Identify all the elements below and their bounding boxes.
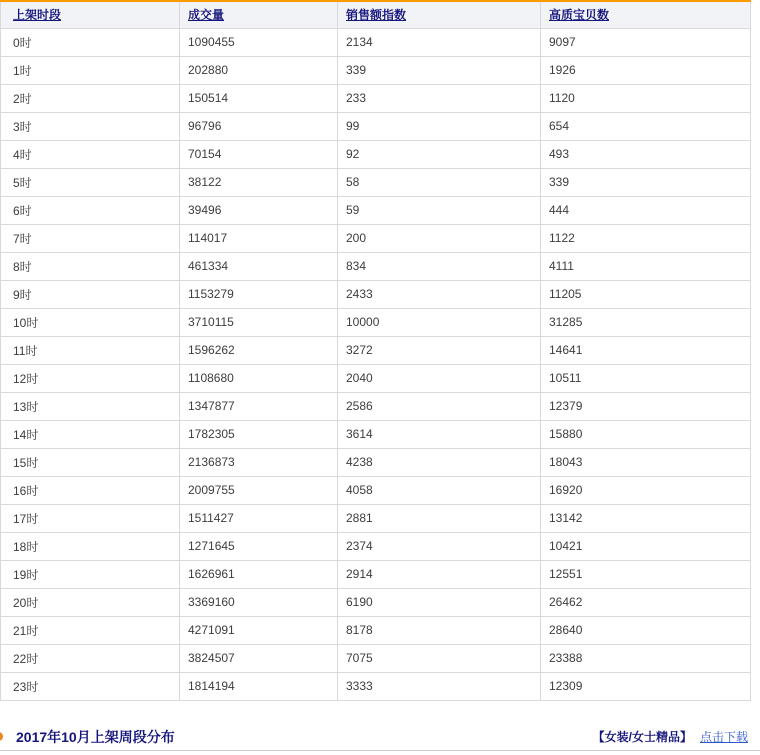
table-cell: 15880 [541,420,751,448]
column-header-quality-items[interactable] [541,1,751,28]
table-cell: 3369160 [180,588,338,616]
table-row [1,112,751,140]
table-cell: 150514 [180,84,338,112]
table-row [1,336,751,364]
table-row [1,588,751,616]
table-cell: 16时 [1,476,180,504]
column-header-label[interactable]: 销售额指数 [346,8,407,23]
table-cell: 38122 [180,168,338,196]
table-cell: 1090455 [180,28,338,56]
table-cell: 96796 [180,112,338,140]
table-cell: 23时 [1,672,180,700]
table-cell: 200 [338,224,541,252]
column-header-time-slot[interactable] [1,1,180,28]
table-cell: 59 [338,196,541,224]
section-heading [0,727,175,747]
table-cell: 202880 [180,56,338,84]
table-cell: 7时 [1,224,180,252]
table-cell: 20时 [1,588,180,616]
table-cell: 11205 [541,280,751,308]
table-cell: 99 [338,112,541,140]
table-cell: 10时 [1,308,180,336]
table-cell: 3824507 [180,644,338,672]
table-cell: 6190 [338,588,541,616]
table-cell: 0时 [1,28,180,56]
table-cell: 4时 [1,140,180,168]
table-cell: 10000 [338,308,541,336]
table-row [1,252,751,280]
table-cell: 2136873 [180,448,338,476]
footer-bar [0,724,760,751]
table-cell: 1626961 [180,560,338,588]
table-cell: 114017 [180,224,338,252]
table-cell: 2040 [338,364,541,392]
table-row [1,560,751,588]
table-row [1,168,751,196]
table-cell: 14641 [541,336,751,364]
table-cell: 3272 [338,336,541,364]
table-cell: 92 [338,140,541,168]
table-cell: 339 [541,168,751,196]
table-cell: 493 [541,140,751,168]
table-cell: 3333 [338,672,541,700]
table-cell: 4238 [338,448,541,476]
table-cell: 461334 [180,252,338,280]
table-cell: 1108680 [180,364,338,392]
table-cell: 654 [541,112,751,140]
table-cell: 21时 [1,616,180,644]
table-row [1,672,751,700]
table-cell: 28640 [541,616,751,644]
table-row [1,644,751,672]
table-cell: 4111 [541,252,751,280]
table-cell: 39496 [180,196,338,224]
table-cell: 834 [338,252,541,280]
table-cell: 9时 [1,280,180,308]
table-cell: 13时 [1,392,180,420]
table-cell: 2134 [338,28,541,56]
table-cell: 1153279 [180,280,338,308]
table-row [1,476,751,504]
table-header [1,1,751,28]
table-cell: 1926 [541,56,751,84]
table-cell: 2时 [1,84,180,112]
table-cell: 14时 [1,420,180,448]
column-header-sales-index[interactable] [338,1,541,28]
table-cell: 58 [338,168,541,196]
table-cell: 12379 [541,392,751,420]
table-cell: 12551 [541,560,751,588]
download-link[interactable]: 点击下载 [699,730,748,744]
table-cell: 18043 [541,448,751,476]
table-cell: 1782305 [180,420,338,448]
table-cell: 11时 [1,336,180,364]
table-row [1,28,751,56]
table-cell: 2009755 [180,476,338,504]
table-row [1,224,751,252]
section-bullet-icon [0,732,3,741]
table-cell: 1511427 [180,504,338,532]
table-cell: 2914 [338,560,541,588]
table-cell: 19时 [1,560,180,588]
table-cell: 1596262 [180,336,338,364]
table-cell: 4271091 [180,616,338,644]
table-cell: 1时 [1,56,180,84]
column-header-label[interactable]: 高质宝贝数 [549,8,610,23]
table-body [1,28,751,700]
table-cell: 9097 [541,28,751,56]
table-row [1,616,751,644]
table-row [1,448,751,476]
category-label: 【女装/女士精品】 [592,730,692,744]
table-cell: 3614 [338,420,541,448]
table-cell: 23388 [541,644,751,672]
table-row [1,140,751,168]
column-header-label[interactable]: 成交量 [188,8,225,23]
table-cell: 31285 [541,308,751,336]
table-cell: 3时 [1,112,180,140]
table-cell: 2374 [338,532,541,560]
table-row [1,280,751,308]
table-cell: 70154 [180,140,338,168]
table-row [1,532,751,560]
footer-actions [593,728,760,745]
table-header-row [1,1,751,28]
table-cell: 5时 [1,168,180,196]
table-cell: 10511 [541,364,751,392]
table-cell: 4058 [338,476,541,504]
table-cell: 17时 [1,504,180,532]
table-cell: 12309 [541,672,751,700]
table-row [1,56,751,84]
table-cell: 18时 [1,532,180,560]
table-cell: 233 [338,84,541,112]
table-cell: 12时 [1,364,180,392]
table-cell: 13142 [541,504,751,532]
table-row [1,364,751,392]
table-cell: 8时 [1,252,180,280]
table-row [1,504,751,532]
section-title: 2017年10月上架周段分布 [16,728,175,745]
table-row [1,420,751,448]
table-cell: 7075 [338,644,541,672]
table-cell: 2433 [338,280,541,308]
table-cell: 16920 [541,476,751,504]
table-cell: 1347877 [180,392,338,420]
table-row [1,196,751,224]
table-cell: 6时 [1,196,180,224]
table-cell: 2881 [338,504,541,532]
table-cell: 1814194 [180,672,338,700]
table-cell: 10421 [541,532,751,560]
column-header-volume[interactable] [180,1,338,28]
table-cell: 15时 [1,448,180,476]
table-cell: 444 [541,196,751,224]
table-cell: 1120 [541,84,751,112]
table-cell: 26462 [541,588,751,616]
table-cell: 2586 [338,392,541,420]
table-cell: 8178 [338,616,541,644]
table-row [1,308,751,336]
table-row [1,84,751,112]
table-cell: 3710115 [180,308,338,336]
table-cell: 22时 [1,644,180,672]
table-cell: 1122 [541,224,751,252]
table-row [1,392,751,420]
table-cell: 339 [338,56,541,84]
column-header-label[interactable]: 上架时段 [13,8,62,23]
table-cell: 1271645 [180,532,338,560]
